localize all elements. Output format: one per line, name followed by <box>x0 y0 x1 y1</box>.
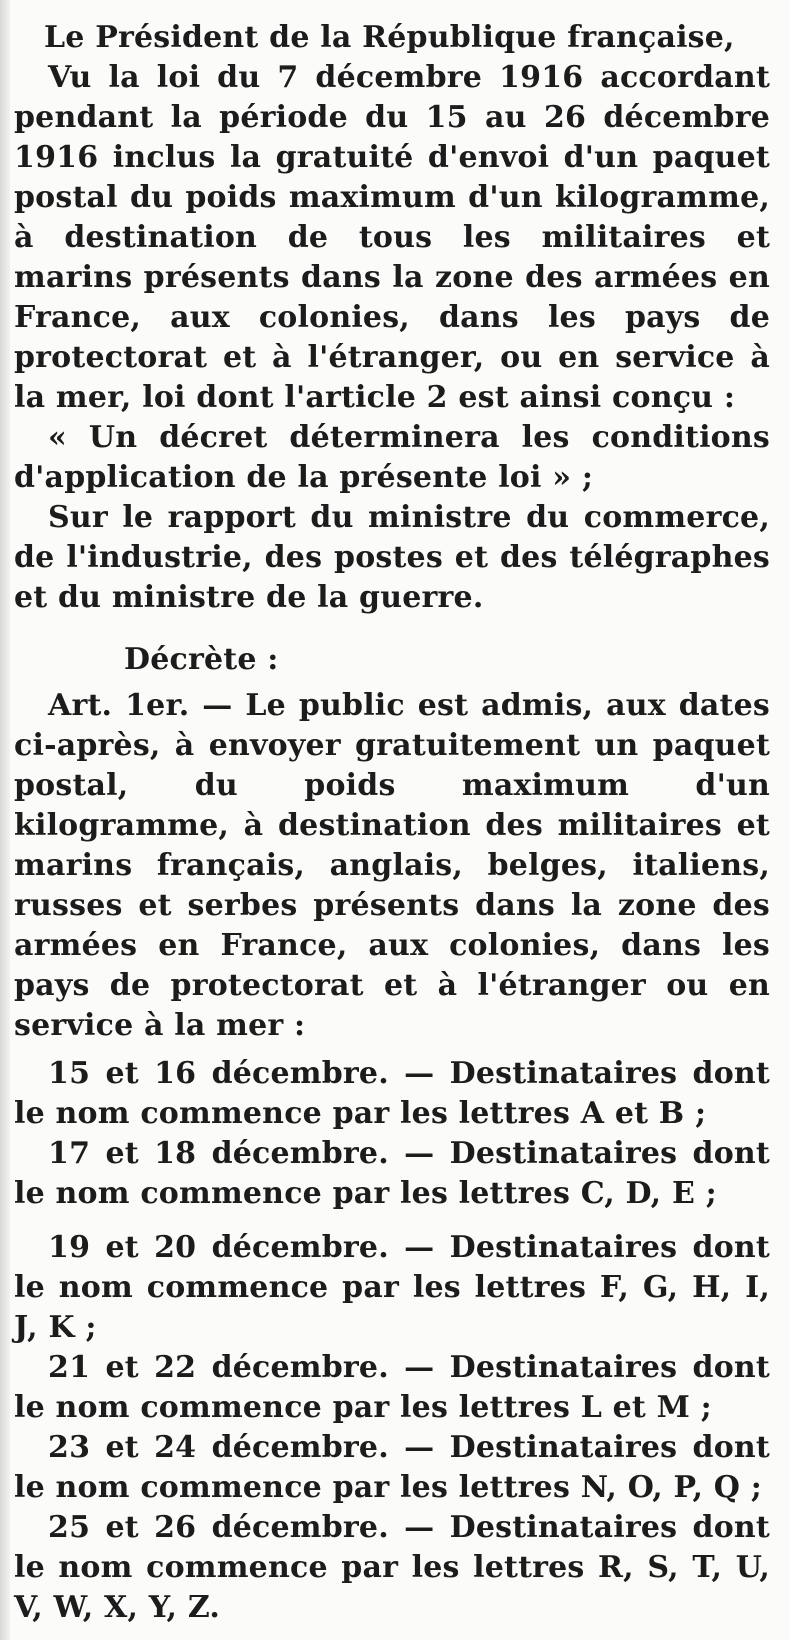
decree-heading: Le Président de la République française, <box>44 20 735 55</box>
preamble-quoted-article: « Un décret déterminera les conditions d'application de la présente loi » ; <box>14 420 770 495</box>
decree-text <box>14 18 770 1628</box>
schedule-entry-6: 25 et 26 décembre. — Destinataires dont le nom commence par les lettres R, S, T, U, V, W, X, Y, Z. <box>14 1510 770 1625</box>
decrete-heading: Décrète : <box>124 642 279 677</box>
schedule-entry-2: 17 et 18 décembre. — Destinataires dont le nom commence par les lettres C, D, E ; <box>14 1136 770 1211</box>
schedule-entry-3: 19 et 20 décembre. — Destinataires dont le nom commence par les lettres F, G, H, I, J, K ; <box>14 1230 770 1345</box>
article-1: Art. 1er. — Le public est admis, aux dates ci-après, à envoyer gratuitement un paquet postal, du poids maximum d'un kilogramme, à destination des militaires et marins français, anglais, belges, italiens, russes et serbes présents dans la zone des armées en France, aux colonies, dans les pays de protectorat et à l'étranger ou en service à la mer : <box>14 688 770 1043</box>
preamble-report: Sur le rapport du ministre du commerce, de l'industrie, des postes et des télégraphes et du ministre de la guerre. <box>14 500 770 615</box>
schedule-entry-4: 21 et 22 décembre. — Destinataires dont le nom commence par les lettres L et M ; <box>14 1350 770 1425</box>
schedule-entry-1: 15 et 16 décembre. — Destinataires dont le nom commence par les lettres A et B ; <box>14 1056 770 1131</box>
schedule-entry-5: 23 et 24 décembre. — Destinataires dont le nom commence par les lettres N, O, P, Q ; <box>14 1430 770 1505</box>
preamble-law-reference: Vu la loi du 7 décembre 1916 accordant pendant la période du 15 au 26 décembre 1916 inclus la gratuité d'envoi d'un paquet postal du poids maximum d'un kilogramme, à destination de tous les militaires et marins présents dans la zone des armées en France, aux colonies, dans les pays de protectorat et à l'étranger, ou en service à la mer, loi dont l'article 2 est ainsi conçu : <box>14 60 770 415</box>
